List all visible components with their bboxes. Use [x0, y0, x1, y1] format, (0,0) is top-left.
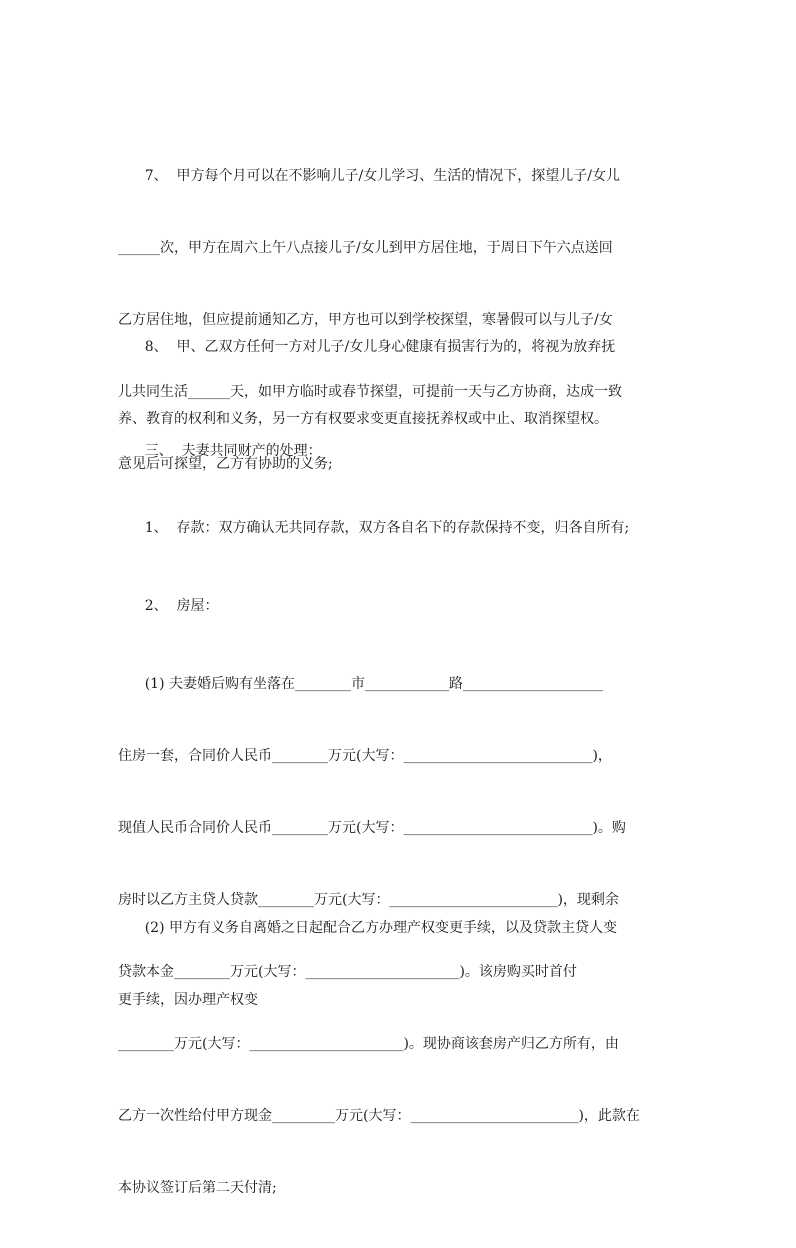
text-line: 1、 存款：双方确认无共同存款，双方各自名下的存款保持不变，归各自所有; — [118, 520, 630, 536]
text-line: 乙方居住地，但应提前通知乙方，甲方也可以到学校探望，寒暑假可以与儿子/女 — [118, 312, 613, 328]
text-line: 三、 夫妻共同财产的处理： — [118, 443, 322, 459]
text-line: 7、 甲方每个月可以在不影响儿子/女儿学习、生活的情况下，探望儿子/女儿 — [118, 168, 620, 184]
text-line: ________万元(大写：______________________)。现协商该套房产归乙方所有，由 — [118, 1036, 619, 1052]
text-line: 现值人民币合同价人民币________万元(大写：___________________________)。购 — [118, 820, 626, 836]
text-line: 住房一套，合同价人民币________万元(大写：___________________________)， — [118, 748, 612, 764]
text-line: 本协议签订后第二天付清; — [118, 1180, 277, 1196]
clause-2-2-paragraph — [118, 868, 688, 1060]
text-line: ______次，甲方在周六上午八点接儿子/女儿到甲方居住地，于周日下午六点送回 — [118, 240, 613, 256]
text-line: 贷款本金________万元(大写：______________________)。该房购买时首付 — [118, 964, 577, 980]
text-line: 2、 房屋： — [118, 598, 219, 614]
text-line: (2) 甲方有义务自离婚之日起配合乙方办理产权变更手续，以及贷款主贷人变 — [118, 920, 617, 936]
text-line: 8、 甲、乙双方任何一方对儿子/女儿身心健康有损害行为的，将视为放弃抚 — [118, 339, 616, 355]
text-line: (1) 夫妻婚后购有坐落在________市____________路____________________ — [118, 676, 603, 692]
text-line: 房时以乙方主贷人贷款________万元(大写：________________________)，现剩余 — [118, 892, 619, 908]
text-line: 意见后可探望，乙方有协助的义务; — [118, 456, 333, 472]
text-line: 养、教育的权利和义务，另一方有权要求变更直接抚养权或中止、取消探望权。 — [118, 411, 608, 427]
text-line: 儿共同生活______天，如甲方临时或春节探望，可提前一天与乙方协商，达成一致 — [118, 384, 622, 400]
text-line: 乙方一次性给付甲方现金_________万元(大写：________________________)，此款在 — [118, 1108, 640, 1124]
text-line: 更手续，因办理产权变 — [118, 992, 258, 1008]
